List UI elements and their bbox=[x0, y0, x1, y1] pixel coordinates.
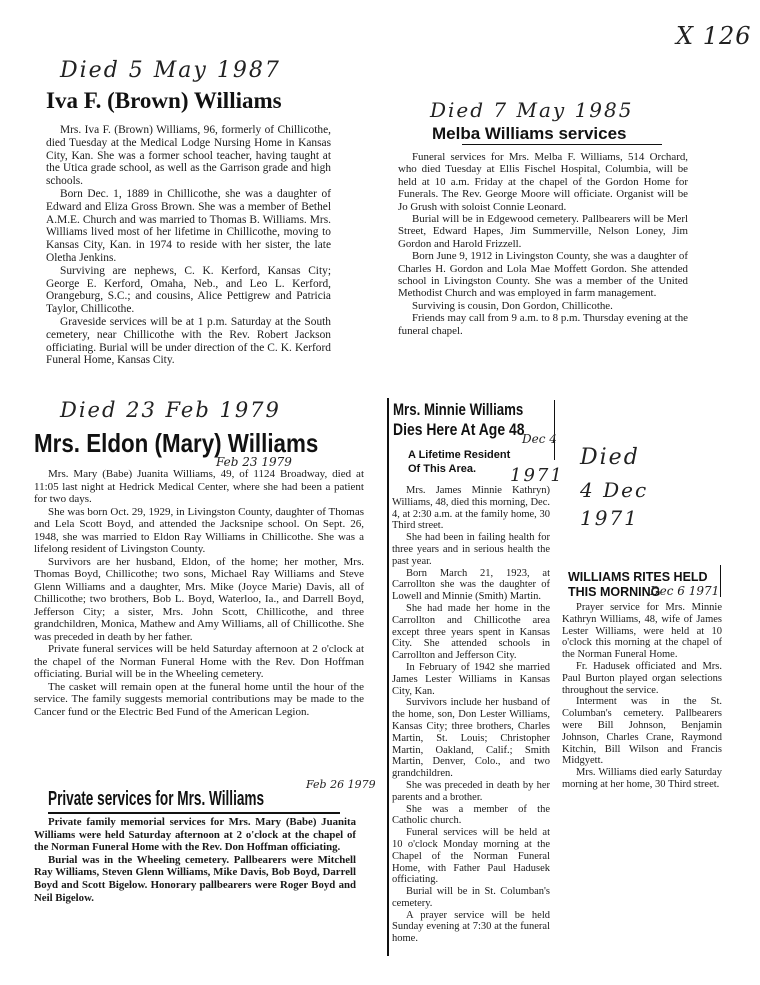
mary-services-body bbox=[34, 816, 356, 904]
iva-paragraph: Mrs. Iva F. (Brown) Williams, 96, formerly of Chillicothe, died Tuesday at the Medical Lodge Nursing Home in Kansas City, Kan. She was a former school teacher, having taught at the Utica grade school, as well as the Garrison grade and high schools. bbox=[46, 124, 331, 188]
melba-handwritten-note: Died 7 May 1985 bbox=[430, 98, 634, 122]
rites-note-day: 4 Dec bbox=[580, 478, 649, 502]
rites-headline-line1: WILLIAMS RITES HELD bbox=[568, 570, 708, 584]
minnie-paragraph: Born March 21, 1923, at Carrollton she was the daughter of Lowell and Minnie (Smith) Martin. bbox=[392, 567, 550, 603]
mary-paragraph: Private funeral services will be held Saturday afternoon at 2 o'clock at the chapel of the Norman Funeral Home with the Rev. Don Hoffman officiating. Burial will be in the Wheeling cemetery. bbox=[34, 643, 364, 680]
minnie-paragraph: Burial will be in St. Columban's cemetery. bbox=[392, 886, 550, 909]
minnie-subhead-line2: Of This Area. bbox=[408, 463, 477, 475]
minnie-right-rule bbox=[554, 400, 555, 460]
rites-paragraph: Interment was in the St. Columban's cemetery. Pallbearers were Bill Johnson, Benjamin Johnson, Charles Crane, Raymond Kitchin, Bill Wilson and Francis Midgyett. bbox=[562, 696, 722, 767]
minnie-paragraph: She had been in failing health for three years and in serious health the past year. bbox=[392, 532, 550, 567]
mary-services-headline: Private services for Mrs. Williams bbox=[48, 788, 265, 810]
melba-paragraph: Born June 9, 1912 in Livingston County, she was a daughter of Charles H. Gordon and Lola Mae Moffett Gordon. She attended school in Livingston County. She was a member of the United Methodist Church and was employed in farm management. bbox=[398, 250, 688, 300]
melba-paragraph: Funeral services for Mrs. Melba F. Williams, 514 Orchard, who died Tuesday at Ellis Fischel Hospital, Columbia, will be held at 10 a.m. Friday at the chapel of the Gordon Home for Funerals. The Rev. George Moore will officiate. Organist will be Jo Grush with soloist Connie Leonard. bbox=[398, 151, 688, 213]
mary-date-note: Feb 23 1979 bbox=[216, 455, 292, 469]
mary-paragraph: Survivors are her husband, Eldon, of the home; her mother, Mrs. Thomas Boyd, Chillicothe; two sons, Michael Ray Williams and Steve Glenn Williams and a daughter, Mrs. Mike (Joyce Marie) Davis, all of Chillicothe; two brothers, Bob L. Boyd, Waterloo, Ia., and Darrell Boyd, Jefferson City; a sister, Mrs. John Scott, Chillicothe, and three grandchildren, Monica, Mathew and Amy Williams, all of Chillicothe. She was preceded in death by her father. bbox=[34, 555, 364, 643]
iva-paragraph: Born Dec. 1, 1889 in Chillicothe, she was a daughter of Edward and Eliza Gross Brown. She was a member of Bethel A.M.E. Church and was married to Thomas B. Williams. Mrs. Williams lived most of her lifetime in Chillicothe, moving to Kansas City, Kan. in 1974 to reside with her sister, the late Oletha Jenkins. bbox=[46, 187, 331, 264]
minnie-left-rule bbox=[387, 398, 389, 956]
mary-paragraph: She was born Oct. 29, 1929, in Livingston County, daughter of Thomas and Lela Scott Boyd, and attended the Jacksnipe school. On Sept. 26, 1948, she was married to Eldon Ray Williams in Chillicothe. She was a lifelong resident of Livingston County. bbox=[34, 505, 364, 555]
mary-paragraph: Mrs. Mary (Babe) Juanita Williams, 49, of 1124 Broadway, died at 11:05 last night at Hedrick Medical Center, where she had been a patient for two days. bbox=[34, 468, 364, 505]
rites-right-rule bbox=[720, 565, 721, 597]
minnie-subhead-line1: A Lifetime Resident bbox=[408, 449, 511, 461]
mary-services-paragraph: Burial was in the Wheeling cemetery. Pallbearers were Mitchell Ray Williams, Steven Glenn Williams, Mike Davis, Bob Boyd, Darrell Boyd and Scott Bigelow. Honorary pallbearers were Roger Boyd and Neil Bigelow. bbox=[34, 853, 356, 904]
rites-paragraph: Mrs. Williams died early Saturday morning at her home, 30 Third street. bbox=[562, 767, 722, 790]
minnie-article-body bbox=[392, 485, 550, 945]
iva-handwritten-note: Died 5 May 1987 bbox=[60, 58, 281, 83]
mary-handwritten-note: Died 23 Feb 1979 bbox=[60, 398, 281, 422]
page-number-mark: X 126 bbox=[676, 22, 752, 50]
iva-article-body bbox=[46, 124, 331, 367]
minnie-paragraph: Survivors include her husband of the home, son, Don Lester Williams, Kansas City; three brothers, Charles Martin, St. Louis; Christopher Martin, Oakland, Calif.; Smith Martin, Denver, Colo., and two grandchildren. bbox=[392, 697, 550, 780]
melba-paragraph: Surviving is cousin, Don Gordon, Chillicothe. bbox=[412, 299, 613, 312]
minnie-paragraph: Mrs. James Minnie Kathryn) Williams, 48, died this morning, Dec. 4, at 2:30 a.m. at the family home, 30 Third street. bbox=[392, 485, 550, 532]
minnie-paragraph: She was a member of the Catholic church. bbox=[392, 803, 550, 827]
minnie-headline-line1: Mrs. Minnie Williams bbox=[393, 400, 524, 419]
minnie-paragraph: In February of 1942 she married James Lester Williams in Kansas City, Kan. bbox=[392, 661, 550, 697]
minnie-paragraph: She was preceded in death by her parents and a brother. bbox=[392, 779, 550, 803]
mary-services-rule bbox=[48, 812, 340, 814]
mary-services-paragraph: Private family memorial services for Mrs. Mary (Babe) Juanita Williams were held Saturday afternoon at 2 o'clock at the chapel of the Norman Funeral Home with the Rev. Don Hoffman officiating. bbox=[34, 816, 356, 854]
minnie-paragraph: She had made her home in the Carrollton and Chillicothe area except three years spent in Kansas City. She attended schools in Carrollton and Jefferson City. bbox=[392, 602, 550, 662]
mary-services-date-note: Feb 26 1979 bbox=[306, 778, 376, 791]
rites-paragraph: Prayer service for Mrs. Minnie Kathryn Williams, 48, wife of James Lester Williams, were held at 10 o'clock this morning at the chapel of the Norman Funeral Home. bbox=[562, 602, 722, 661]
rites-article-body bbox=[562, 602, 722, 791]
melba-paragraph: Burial will be in Edgewood cemetery. Pallbearers will be Merl Street, Edward Hapes, Jim Summerville, Nelson Loney, Jim Gordon and Harold Frizzell. bbox=[398, 213, 688, 250]
minnie-paragraph: A prayer service will be held Sunday evening at 7:30 at the funeral home. bbox=[392, 909, 550, 945]
melba-rule bbox=[462, 144, 662, 145]
rites-note-died: Died bbox=[580, 445, 640, 470]
minnie-date-note-year: 1971 bbox=[510, 465, 564, 486]
melba-paragraph: Friends may call from 9 a.m. to 8 p.m. Thursday evening at the funeral chapel. bbox=[398, 312, 688, 337]
rites-date-note: Dec 6 1971 bbox=[650, 584, 720, 598]
mary-headline: Mrs. Eldon (Mary) Williams bbox=[34, 428, 319, 458]
rites-note-year: 1971 bbox=[580, 506, 639, 530]
iva-headline: Iva F. (Brown) Williams bbox=[46, 88, 282, 113]
minnie-paragraph: Funeral services will be held at 10 o'clock Monday morning at the Chapel of the Norman Funeral Home, with Father Paul Hadusek officiating. bbox=[392, 827, 550, 886]
minnie-date-note-month: Dec 4 bbox=[522, 432, 557, 446]
mary-paragraph: The casket will remain open at the funeral home until the hour of the service. The family suggests memorial contributions may be made to the Cancer fund or the Electric Bed Fund of the American Legion. bbox=[34, 680, 364, 718]
melba-headline: Melba Williams services bbox=[432, 124, 627, 143]
melba-article-body bbox=[398, 151, 688, 337]
mary-article-body bbox=[34, 468, 364, 718]
rites-paragraph: Fr. Hadusek officiated and Mrs. Paul Burton played organ selections throughout the service. bbox=[562, 660, 722, 696]
iva-paragraph: Surviving are nephews, C. K. Kerford, Kansas City; George E. Kerford, Omaha, Neb., and Leo L. Kerford, Orangeburg, S.C.; and cousins, Alice Pettigrew and Patricia Taylor, Chillicothe. bbox=[46, 264, 331, 316]
rites-headline-line2: THIS MORNING bbox=[568, 585, 661, 599]
minnie-headline-line2: Dies Here At Age 48 bbox=[393, 420, 525, 439]
iva-paragraph: Graveside services will be at 1 p.m. Saturday at the South cemetery, near Chillicothe with the Rev. Robert Jackson officiating. Burial will be under direction of the C. K. Kerford Funeral Home, Kansas City. bbox=[46, 315, 331, 367]
